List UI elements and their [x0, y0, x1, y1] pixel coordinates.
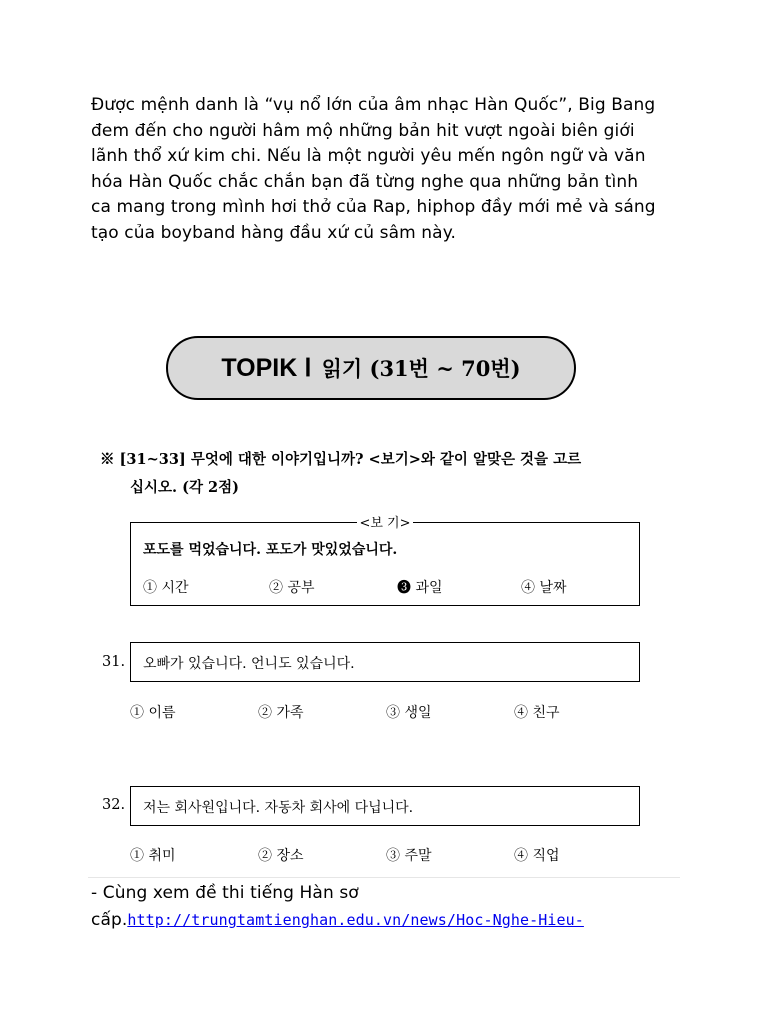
example-option-selected: ❸ 과일 — [397, 580, 443, 596]
answer-option[interactable]: ④ 친구 — [514, 705, 560, 721]
answer-option[interactable]: ② 가족 — [258, 705, 304, 721]
instruction-line: ※ [31~33] 무엇에 대한 이야기입니까? <보기>와 같이 알맞은 것을 고르 — [100, 451, 582, 468]
example-option: ④ 날짜 — [521, 580, 567, 596]
question-number: 31. — [102, 654, 126, 670]
intro-line: hóa Hàn Quốc chắc chắn bạn đã từng nghe qua những bản tình — [91, 171, 639, 192]
intro-line: ca mang trong mình hơi thở của Rap, hiphop đầy mới mẻ và sáng — [91, 197, 656, 217]
question-number: 32. — [102, 797, 126, 813]
title-reading-range: 읽기 (31번 ~ 70번) — [321, 356, 521, 381]
answer-option[interactable]: ③ 생일 — [386, 705, 432, 721]
example-option: ① 시간 — [143, 580, 189, 596]
instructions — [100, 446, 660, 502]
intro-line: lãnh thổ xứ kim chi. Nếu là một người yêu mến ngôn ngữ và văn — [91, 146, 646, 166]
footer-line: - Cùng xem đề thi tiếng Hàn sơ — [91, 883, 359, 903]
footer-prefix: cấp. — [91, 910, 128, 930]
instruction-line: 십시오. (각 2점) — [130, 479, 239, 496]
footer-line — [91, 907, 584, 934]
footer-paragraph — [91, 880, 584, 934]
intro-line: tạo của boyband hàng đầu xứ củ sâm này. — [91, 222, 456, 243]
answer-option[interactable]: ④ 직업 — [514, 848, 560, 864]
image-divider — [88, 877, 680, 878]
example-label: <보 기> — [359, 516, 411, 531]
question-text: 저는 회사원입니다. 자동차 회사에 다닙니다. — [143, 800, 414, 816]
question-box — [130, 786, 640, 826]
answer-option[interactable]: ② 장소 — [258, 848, 304, 864]
question-box — [130, 642, 640, 682]
question-text: 오빠가 있습니다. 언니도 있습니다. — [143, 656, 355, 672]
title-topik: TOPIK Ⅰ — [221, 354, 312, 382]
example-option: ② 공부 — [269, 580, 315, 596]
example-box — [130, 516, 640, 606]
example-sentence: 포도를 먹었습니다. 포도가 맛있었습니다. — [143, 542, 398, 558]
topik-title-banner — [166, 336, 576, 400]
intro-line: đem đến cho người hâm mộ những bản hit vượt ngoài biên giới — [91, 120, 635, 141]
answer-option[interactable]: ① 이름 — [130, 705, 176, 721]
intro-line: Được mệnh danh là “vụ nổ lớn của âm nhạc Hàn Quốc”, Big Bang — [91, 95, 656, 115]
answer-option[interactable]: ① 취미 — [130, 848, 176, 864]
answer-option[interactable]: ③ 주말 — [386, 848, 432, 864]
intro-paragraph — [91, 93, 691, 246]
exam-link[interactable]: http://trungtamtienghan.edu.vn/news/Hoc-Nghe-Hieu- — [127, 911, 584, 929]
